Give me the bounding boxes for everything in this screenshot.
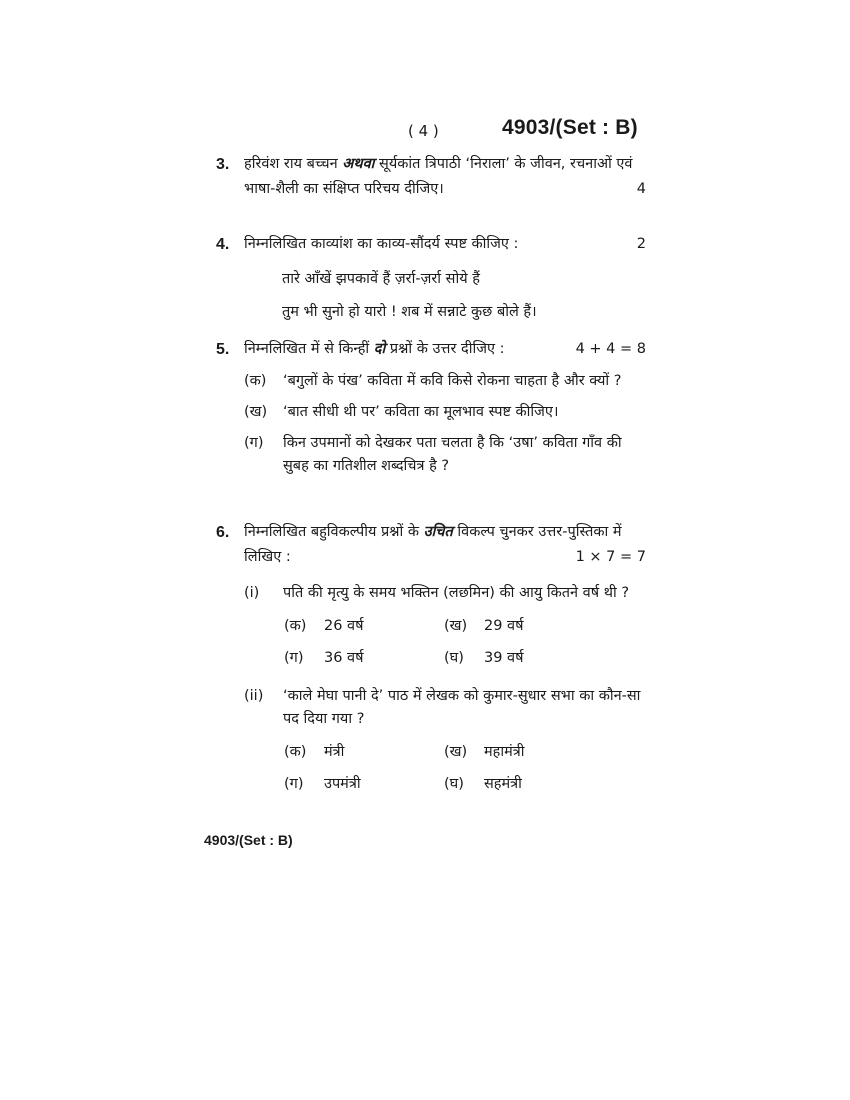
mcq-label: (i) <box>244 585 260 601</box>
mcq-text: ‘काले मेघा पानी दे’ पाठ में लेखक को कुमार-सुधार सभा का कौन-सा पद दिया गया ? <box>283 688 641 727</box>
page-header <box>0 116 850 146</box>
question-3 <box>216 152 646 202</box>
verse-line: तुम भी सुनो हो यारो ! शब में सन्नाटे कुछ बोले हैं। <box>282 304 537 320</box>
question-number: 5. <box>216 341 230 358</box>
mcq-item <box>244 582 646 605</box>
mcq-options <box>284 615 646 669</box>
mcq-option: (घ) 39 वर्ष <box>444 650 524 666</box>
verse-line: तारे आँखें झपकावें हैं ज़र्रा-ज़र्रा सोये हैं <box>282 271 480 287</box>
question-number: 3. <box>216 156 230 173</box>
sub-question <box>244 401 646 424</box>
mcq-option: (ग) 36 वर्ष <box>284 650 364 666</box>
question-6 <box>216 520 646 795</box>
question-5 <box>216 337 646 486</box>
page-number: ( 4 ) <box>408 122 439 140</box>
question-number: 4. <box>216 236 230 253</box>
sub-question-text: ‘बात सीधी थी पर’ कविता का मूलभाव स्पष्ट कीजिए। <box>283 404 559 420</box>
mcq-option: (क) 26 वर्ष <box>284 618 364 634</box>
question-4 <box>216 232 646 329</box>
sub-question-text: ‘बगुलों के पंख’ कविता में कवि किसे रोकना चाहता है और क्यों ? <box>283 373 622 389</box>
mcq-options <box>284 741 646 795</box>
question-text: निम्नलिखित में से किन्हीं दो प्रश्नों के उत्तर दीजिए : 4 + 4 = 8 <box>244 337 646 362</box>
mcq-label: (ii) <box>244 688 264 704</box>
question-number: 6. <box>216 524 230 541</box>
question-marks: 4 + 4 = 8 <box>575 341 646 357</box>
mcq-text: पति की मृत्यु के समय भक्तिन (लछमिन) की आयु कितने वर्ष थी ? <box>283 585 630 601</box>
emphasis-text: उचित <box>423 524 453 540</box>
mcq-option: (ग) उपमंत्री <box>284 776 361 792</box>
sub-question-label: (क) <box>244 373 267 389</box>
sub-question <box>244 432 646 478</box>
question-marks: 1 × 7 = 7 <box>575 549 646 565</box>
emphasis-text: अथवा <box>342 156 375 172</box>
mcq-option: (घ) सहमंत्री <box>444 776 522 792</box>
sub-question-label: (ग) <box>244 435 264 451</box>
emphasis-text: दो <box>373 341 386 357</box>
question-text: हरिवंश राय बच्चन अथवा सूर्यकांत त्रिपाठी ‘निराला’ के जीवन, रचनाओं एवं भाषा-शैली का संक्षिप्त परिचय दीजिए। 4 <box>244 152 646 202</box>
sub-question <box>244 370 646 393</box>
question-text: निम्नलिखित काव्यांश का काव्य-सौंदर्य स्पष्ट कीजिए : 2 <box>244 232 646 257</box>
sub-question-label: (ख) <box>244 404 268 420</box>
sub-question-text: किन उपमानों को देखकर पता चलता है कि ‘उषा’ कविता गाँव की सुबह का गतिशील शब्दचित्र है ? <box>283 435 622 474</box>
question-marks: 2 <box>636 236 646 252</box>
mcq-option: (ख) 29 वर्ष <box>444 618 524 634</box>
mcq-item <box>244 685 646 731</box>
question-text: निम्नलिखित बहुविकल्पीय प्रश्नों के उचित विकल्प चुनकर उत्तर-पुस्तिका में लिखिए : 1 × 7 = 7 <box>244 520 646 570</box>
mcq-option: (ख) महामंत्री <box>444 744 525 760</box>
verse-block <box>282 263 646 329</box>
page-footer-code: 4903/(Set : B) <box>204 832 293 848</box>
paper-code: 4903/(Set : B) <box>502 116 638 139</box>
mcq-option: (क) मंत्री <box>284 744 345 760</box>
question-marks: 4 <box>636 181 646 197</box>
